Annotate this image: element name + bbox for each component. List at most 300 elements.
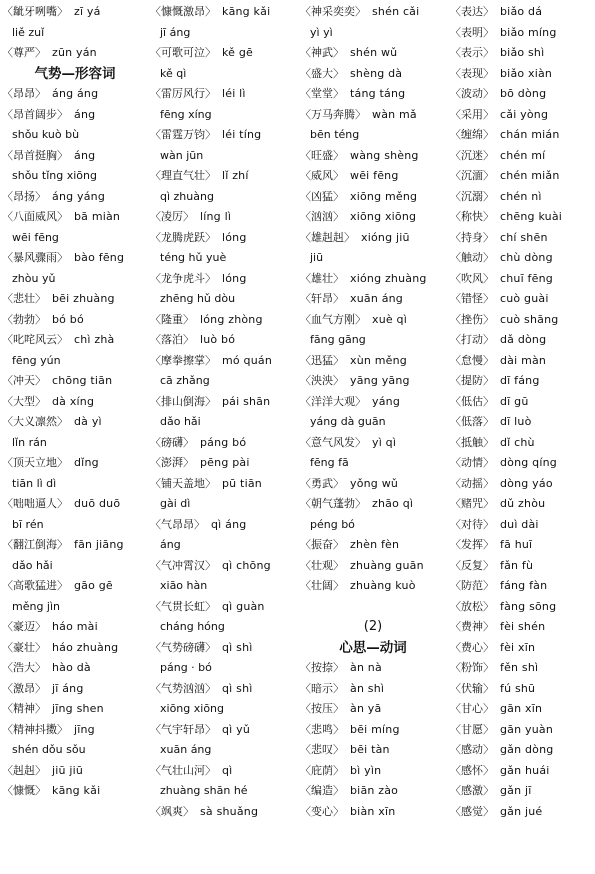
entry-pinyin: páng bó <box>200 435 247 449</box>
dictionary-entry <box>300 679 446 700</box>
entry-word: 〈精神抖擞〉 <box>2 722 68 736</box>
entry-pinyin: lóng zhòng <box>200 312 263 326</box>
entry-pinyin: háo mài <box>52 620 98 633</box>
dictionary-entry <box>450 43 595 64</box>
dictionary-entry <box>450 392 595 413</box>
entry-pinyin: dī luò <box>500 415 532 428</box>
dictionary-entry <box>450 248 595 269</box>
entry-word: 〈赳赳〉 <box>2 763 46 777</box>
entry-pinyin-continuation: dǎo hǎi <box>12 558 53 572</box>
dictionary-entry <box>150 2 296 23</box>
entry-pinyin: wàn mǎ <box>372 107 417 121</box>
entry-word: 〈打动〉 <box>450 333 494 346</box>
entry-pinyin: xuè qì <box>372 312 407 326</box>
dictionary-entry <box>450 2 595 23</box>
entry-word: 〈怠慢〉 <box>450 353 494 367</box>
entry-word: 〈气昂昂〉 <box>150 517 205 531</box>
column-3 <box>300 2 446 822</box>
dictionary-entry <box>2 781 148 802</box>
dictionary-entry <box>2 43 148 64</box>
entry-pinyin: fā huī <box>500 538 533 551</box>
dictionary-entry <box>150 392 296 413</box>
dictionary-entry <box>450 125 595 146</box>
entry-pinyin-continuation: dǎo hǎi <box>160 415 201 428</box>
dictionary-entry <box>450 330 595 351</box>
dictionary-entry <box>150 207 296 228</box>
entry-pinyin-continuation: měng jìn <box>12 599 61 613</box>
entry-pinyin: dī fáng <box>500 374 540 387</box>
entry-pinyin: biǎo xiàn <box>500 66 553 80</box>
entry-word: 〈迅猛〉 <box>300 353 344 367</box>
dictionary-entry <box>150 125 296 146</box>
entry-pinyin-continuation: cháng hóng <box>160 620 225 633</box>
entry-word: 〈感动〉 <box>450 743 494 756</box>
entry-pinyin: qì áng <box>211 517 247 531</box>
entry-word: 〈反复〉 <box>450 558 494 572</box>
entry-word: 〈隆重〉 <box>150 312 194 326</box>
dictionary-entry <box>2 679 148 700</box>
entry-pinyin-continuation: zhēng hǔ dòu <box>160 292 236 305</box>
entry-pinyin: shén cǎi <box>372 5 420 18</box>
entry-pinyin: fǎn fù <box>500 558 534 572</box>
dictionary-entry <box>150 330 296 351</box>
entry-pinyin: qì guàn <box>222 599 265 613</box>
dictionary-entry <box>150 84 296 105</box>
entry-pinyin: yì qì <box>372 435 397 449</box>
entry-word: 〈可歌可泣〉 <box>150 46 216 59</box>
entry-word: 〈泱泱〉 <box>300 374 344 387</box>
entry-word: 〈澎湃〉 <box>150 456 194 469</box>
dictionary-entry <box>450 761 595 782</box>
entry-pinyin: dài màn <box>500 353 547 367</box>
dictionary-entry <box>300 699 446 720</box>
dictionary-entry <box>450 23 595 44</box>
dictionary-entry <box>450 597 595 618</box>
dictionary-entry <box>150 679 296 700</box>
entry-pinyin: háo zhuàng <box>52 640 119 654</box>
entry-pinyin: zī yá <box>74 5 101 18</box>
entry-pinyin-continuation: qì zhuàng <box>160 189 214 203</box>
dictionary-entry <box>450 228 595 249</box>
entry-pinyin: dǔ zhòu <box>500 497 546 510</box>
entry-word: 〈气冲霄汉〉 <box>150 558 216 572</box>
entry-word: 〈摩拳擦掌〉 <box>150 353 216 367</box>
dictionary-entry <box>450 679 595 700</box>
entry-word: 〈勃勃〉 <box>2 312 46 326</box>
entry-pinyin-continuation: zhuàng shān hé <box>160 784 248 797</box>
entry-word: 〈慷慨〉 <box>2 784 46 797</box>
entry-pinyin-continuation: shǒu tǐng xiōng <box>12 169 97 182</box>
entry-pinyin-continuation: xiāo hàn <box>160 579 208 592</box>
entry-word: 〈吹风〉 <box>450 271 494 285</box>
entry-pinyin: bēi míng <box>350 722 400 736</box>
entry-pinyin: léi tíng <box>222 128 262 141</box>
entry-pinyin-continuation: shén dǒu sǒu <box>12 743 86 756</box>
entry-word: 〈龙腾虎跃〉 <box>150 230 216 244</box>
entry-word: 〈按捺〉 <box>300 661 344 674</box>
entry-word: 〈轩昂〉 <box>300 292 344 305</box>
entry-pinyin: fèi shén <box>500 620 546 633</box>
entry-word: 〈汹汹〉 <box>300 210 344 223</box>
dictionary-entry <box>450 474 595 495</box>
entry-word: 〈凌厉〉 <box>150 210 194 223</box>
entry-pinyin-continuation: liě zuǐ <box>12 25 45 39</box>
dictionary-entry <box>450 617 595 638</box>
entry-pinyin: chí shēn <box>500 230 548 244</box>
dictionary-entry <box>300 658 446 679</box>
entry-word: 〈抵触〉 <box>450 435 494 449</box>
dictionary-entry <box>300 2 446 23</box>
entry-word: 〈粉饰〉 <box>450 661 494 674</box>
entry-word: 〈感怀〉 <box>450 763 494 777</box>
entry-pinyin: kāng kǎi <box>52 784 101 797</box>
entry-pinyin: fáng fàn <box>500 579 548 592</box>
entry-word: 〈大型〉 <box>2 394 46 408</box>
entry-word: 〈称快〉 <box>450 210 494 223</box>
entry-word: 〈激昂〉 <box>2 681 46 695</box>
entry-pinyin-continuation: áng <box>160 538 181 551</box>
entry-pinyin-continuation: wàn jūn <box>160 148 204 162</box>
entry-word: 〈排山倒海〉 <box>150 394 216 408</box>
entry-pinyin-continuation: téng hǔ yuè <box>160 251 227 264</box>
dictionary-entry <box>300 105 446 126</box>
entry-word: 〈铺天盖地〉 <box>150 476 216 490</box>
dictionary-entry <box>300 166 446 187</box>
dictionary-entry <box>450 802 595 823</box>
entry-pinyin: sà shuǎng <box>200 804 259 818</box>
entry-word: 〈豪壮〉 <box>2 640 46 654</box>
entry-pinyin: dòng qíng <box>500 456 557 469</box>
dictionary-entry <box>300 84 446 105</box>
entry-word: 〈气贯长虹〉 <box>150 599 216 613</box>
entry-word: 〈堂堂〉 <box>300 87 344 100</box>
entry-word: 〈雄壮〉 <box>300 271 344 285</box>
entry-pinyin: zhāo qì <box>372 497 414 510</box>
column-1 <box>2 2 148 802</box>
entry-pinyin: xióng zhuàng <box>350 271 427 285</box>
dictionary-entry <box>150 761 296 782</box>
entry-pinyin-continuation: fāng gāng <box>310 333 366 346</box>
entry-word: 〈勇武〉 <box>300 476 344 490</box>
entry-word: 〈冲天〉 <box>2 374 46 387</box>
dictionary-entry <box>300 761 446 782</box>
entry-word: 〈悲鸣〉 <box>300 722 344 736</box>
entry-pinyin: fàng sōng <box>500 599 557 613</box>
entry-pinyin: fèi xīn <box>500 640 536 654</box>
entry-pinyin: cǎi yòng <box>500 107 549 121</box>
entry-pinyin: biàn xīn <box>350 804 396 818</box>
entry-pinyin-continuation: fēng fā <box>310 456 349 469</box>
dictionary-entry <box>150 228 296 249</box>
dictionary-entry <box>450 556 595 577</box>
section-heading: 心思—动词 <box>339 639 407 656</box>
dictionary-entry <box>150 269 296 290</box>
entry-pinyin: gān xīn <box>500 702 543 715</box>
entry-pinyin-continuation: bī rén <box>12 517 44 531</box>
entry-word: 〈慷慨激昂〉 <box>150 5 216 18</box>
dictionary-entry <box>150 166 296 187</box>
entry-pinyin: qì chōng <box>222 558 271 572</box>
dictionary-entry <box>2 720 148 741</box>
entry-word: 〈飒爽〉 <box>150 804 194 818</box>
entry-word: 〈尊严〉 <box>2 46 46 59</box>
dictionary-entry <box>450 535 595 556</box>
entry-word: 〈放松〉 <box>450 599 494 613</box>
entry-word: 〈昂首挺胸〉 <box>2 148 68 162</box>
dictionary-entry <box>2 535 148 556</box>
column-4 <box>450 2 595 822</box>
entry-pinyin: pái shān <box>222 394 271 408</box>
entry-pinyin: gǎn dòng <box>500 743 554 756</box>
dictionary-entry <box>2 761 148 782</box>
entry-word: 〈神武〉 <box>300 46 344 59</box>
entry-pinyin: chuī fēng <box>500 271 553 285</box>
entry-pinyin: xiōng xiōng <box>350 210 417 223</box>
dictionary-entry <box>2 248 148 269</box>
entry-pinyin: qì <box>222 763 233 777</box>
entry-word: 〈落泊〉 <box>150 333 194 346</box>
dictionary-entry <box>450 166 595 187</box>
entry-pinyin: bó bó <box>52 312 84 326</box>
entry-pinyin: duì dài <box>500 517 539 531</box>
entry-word: 〈盛大〉 <box>300 66 344 80</box>
entry-pinyin: duō duō <box>74 497 121 510</box>
entry-word: 〈大义凛然〉 <box>2 415 68 428</box>
dictionary-entry <box>450 64 595 85</box>
dictionary-entry <box>450 289 595 310</box>
dictionary-entry <box>2 146 148 167</box>
entry-pinyin: gǎn huái <box>500 763 550 777</box>
dictionary-entry <box>300 310 446 331</box>
entry-pinyin: zhuàng guān <box>350 558 424 572</box>
entry-word: 〈挫伤〉 <box>450 312 494 326</box>
entry-word: 〈翻江倒海〉 <box>2 538 68 551</box>
entry-word: 〈缠绵〉 <box>450 128 494 141</box>
entry-pinyin: áng áng <box>52 87 99 100</box>
entry-pinyin: mó quán <box>222 353 273 367</box>
dictionary-entry <box>300 781 446 802</box>
dictionary-entry <box>450 84 595 105</box>
dictionary-entry <box>150 638 296 659</box>
dictionary-entry <box>450 781 595 802</box>
dictionary-entry <box>300 392 446 413</box>
entry-word: 〈气势磅礴〉 <box>150 640 216 654</box>
entry-pinyin-continuation: xiōng xiōng <box>160 702 224 715</box>
entry-word: 〈气宇轩昂〉 <box>150 722 216 736</box>
entry-word: 〈高歌猛进〉 <box>2 579 68 592</box>
dictionary-entry <box>300 228 446 249</box>
dictionary-entry <box>450 433 595 454</box>
entry-pinyin: luò bó <box>200 333 236 346</box>
dictionary-entry <box>300 146 446 167</box>
entry-word: 〈血气方刚〉 <box>300 312 366 326</box>
entry-word: 〈表现〉 <box>450 66 494 80</box>
entry-word: 〈雷霆万钧〉 <box>150 128 216 141</box>
entry-word: 〈甘心〉 <box>450 702 494 715</box>
entry-word: 〈雷厉风行〉 <box>150 87 216 100</box>
entry-pinyin: léi lì <box>222 87 246 100</box>
entry-word: 〈伏输〉 <box>450 681 494 695</box>
column-2 <box>150 2 296 822</box>
entry-pinyin: gǎn jī <box>500 784 532 797</box>
entry-pinyin: qì shì <box>222 681 253 695</box>
entry-pinyin: chù dòng <box>500 251 553 264</box>
dictionary-entry <box>450 658 595 679</box>
dictionary-entry <box>2 453 148 474</box>
entry-pinyin: chén mí <box>500 148 546 162</box>
entry-pinyin-continuation: xuān áng <box>160 743 212 756</box>
entry-pinyin-continuation: tiān lì dì <box>12 476 57 490</box>
entry-pinyin: áng <box>74 107 96 121</box>
entry-word: 〈庇荫〉 <box>300 763 344 777</box>
dictionary-entry <box>2 84 148 105</box>
entry-pinyin: zhèn fèn <box>350 538 400 551</box>
entry-pinyin: dǐng <box>74 456 99 469</box>
entry-pinyin-continuation: kě qì <box>160 66 187 80</box>
section-heading: 气势—形容词 <box>34 65 116 82</box>
entry-word: 〈八面威风〉 <box>2 210 68 223</box>
dictionary-entry <box>300 535 446 556</box>
dictionary-entry <box>150 43 296 64</box>
entry-pinyin: qì shì <box>222 640 253 654</box>
dictionary-entry <box>150 453 296 474</box>
entry-word: 〈采用〉 <box>450 107 494 121</box>
entry-word: 〈昂昂〉 <box>2 87 46 100</box>
entry-word: 〈朝气蓬勃〉 <box>300 497 366 510</box>
entry-word: 〈旺盛〉 <box>300 148 344 162</box>
entry-pinyin-continuation: jī áng <box>160 25 191 39</box>
dictionary-entry <box>300 269 446 290</box>
entry-word: 〈低估〉 <box>450 394 494 408</box>
entry-pinyin: shèng dà <box>350 66 403 80</box>
dictionary-entry <box>450 412 595 433</box>
entry-pinyin-continuation: yáng dà guān <box>310 415 386 428</box>
dictionary-entry <box>300 289 446 310</box>
dictionary-entry <box>300 43 446 64</box>
entry-word: 〈持身〉 <box>450 230 494 244</box>
entry-word: 〈理直气壮〉 <box>150 169 216 182</box>
dictionary-entry <box>450 351 595 372</box>
dictionary-entry <box>150 433 296 454</box>
entry-pinyin: wēi fēng <box>350 169 399 182</box>
entry-word: 〈振奋〉 <box>300 538 344 551</box>
entry-pinyin-continuation: páng · bó <box>160 661 212 674</box>
entry-pinyin: bào fēng <box>74 251 125 264</box>
entry-pinyin: yáng <box>372 394 401 408</box>
entry-word: 〈悲叹〉 <box>300 743 344 756</box>
entry-word: 〈赌咒〉 <box>450 497 494 510</box>
entry-pinyin: xuān áng <box>350 292 403 305</box>
entry-pinyin: dòng yáo <box>500 476 553 490</box>
entry-pinyin: bēi tàn <box>350 743 390 756</box>
entry-pinyin: bēi zhuàng <box>52 292 115 305</box>
entry-pinyin: cuò shāng <box>500 312 559 326</box>
dictionary-entry <box>300 474 446 495</box>
dictionary-entry <box>450 699 595 720</box>
entry-pinyin: líng lì <box>200 210 232 223</box>
entry-pinyin: lóng <box>222 230 247 244</box>
entry-pinyin: yāng yāng <box>350 374 410 387</box>
entry-pinyin: gān yuàn <box>500 722 553 736</box>
dictionary-entry <box>300 740 446 761</box>
entry-pinyin-continuation: fēng xíng <box>160 107 212 121</box>
entry-word: 〈神采奕奕〉 <box>300 5 366 18</box>
entry-pinyin: bì yìn <box>350 763 382 777</box>
entry-pinyin: áng <box>74 148 96 162</box>
entry-pinyin: lóng <box>222 271 247 285</box>
entry-word: 〈表示〉 <box>450 46 494 59</box>
entry-pinyin: jī áng <box>52 681 84 695</box>
dictionary-entry <box>300 494 446 515</box>
entry-word: 〈表明〉 <box>450 25 494 39</box>
dictionary-entry <box>150 556 296 577</box>
entry-word: 〈万马奔腾〉 <box>300 107 366 121</box>
dictionary-entry <box>2 310 148 331</box>
entry-pinyin: àn shì <box>350 681 385 695</box>
entry-pinyin-continuation: wēi fēng <box>12 230 59 244</box>
dictionary-entry <box>450 720 595 741</box>
entry-pinyin: fān jiāng <box>74 538 124 551</box>
dictionary-entry <box>450 494 595 515</box>
dictionary-entry <box>2 658 148 679</box>
entry-word: 〈气壮山河〉 <box>150 763 216 777</box>
entry-pinyin: jiū jiū <box>52 763 84 777</box>
entry-pinyin: wàng shèng <box>350 148 419 162</box>
entry-word: 〈意气风发〉 <box>300 435 366 449</box>
entry-pinyin: fú shū <box>500 681 536 695</box>
entry-pinyin-continuation: cā zhǎng <box>160 374 210 387</box>
entry-word: 〈费神〉 <box>450 620 494 633</box>
dictionary-entry <box>2 576 148 597</box>
entry-pinyin-continuation: jiū <box>310 251 324 264</box>
entry-word: 〈表达〉 <box>450 5 494 18</box>
entry-word: 〈沉溺〉 <box>450 189 494 203</box>
entry-word: 〈雄赳赳〉 <box>300 230 355 244</box>
entry-pinyin: shén wǔ <box>350 46 398 59</box>
entry-pinyin-continuation: péng bó <box>310 517 355 531</box>
entry-pinyin: dà yì <box>74 415 102 428</box>
dictionary-entry <box>450 515 595 536</box>
entry-pinyin: zūn yán <box>52 46 97 59</box>
dictionary-entry <box>2 330 148 351</box>
entry-pinyin-continuation: yì yì <box>310 25 333 39</box>
entry-pinyin: chōng tiān <box>52 374 113 387</box>
dictionary-entry <box>450 207 595 228</box>
entry-pinyin: hào dà <box>52 661 91 674</box>
entry-word: 〈感激〉 <box>450 784 494 797</box>
dictionary-entry <box>2 371 148 392</box>
dictionary-entry <box>2 392 148 413</box>
dictionary-entry <box>300 802 446 823</box>
entry-pinyin: chì zhà <box>74 333 115 346</box>
entry-pinyin: cuò guài <box>500 292 549 305</box>
entry-pinyin: chén nì <box>500 189 542 203</box>
dictionary-entry <box>300 720 446 741</box>
entry-word: 〈感觉〉 <box>450 804 494 818</box>
entry-pinyin: chēng kuài <box>500 210 563 223</box>
dictionary-entry <box>450 105 595 126</box>
entry-pinyin: kě gē <box>222 46 253 59</box>
entry-pinyin: dà xíng <box>52 394 95 408</box>
dictionary-entry <box>150 720 296 741</box>
entry-word: 〈按压〉 <box>300 702 344 715</box>
entry-pinyin: jīng <box>74 722 95 736</box>
dictionary-entry <box>450 310 595 331</box>
entry-word: 〈磅礴〉 <box>150 435 194 449</box>
entry-word: 〈气势汹汹〉 <box>150 681 216 695</box>
dictionary-entry <box>2 289 148 310</box>
entry-word: 〈对待〉 <box>450 517 494 531</box>
